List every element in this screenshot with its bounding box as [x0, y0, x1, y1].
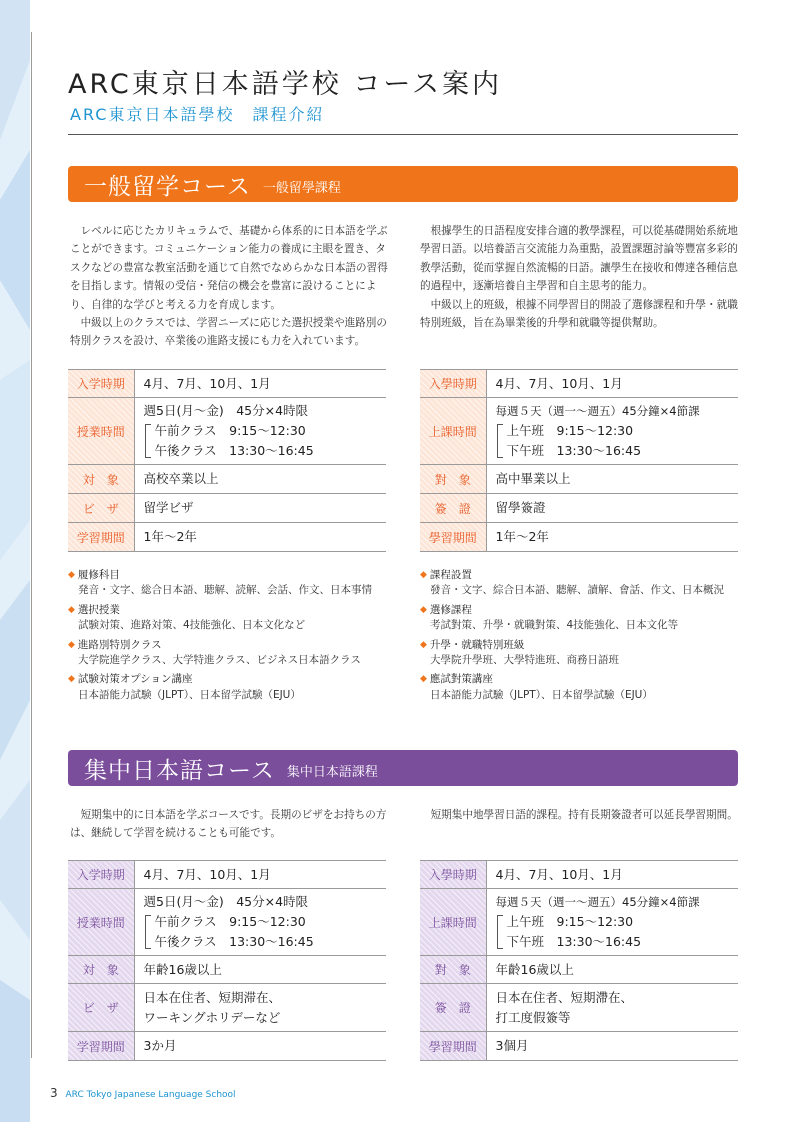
- list-item-content: 日本語能力試驗（JLPT）、日本留學試驗（EJU）: [430, 688, 653, 701]
- row-label: 入学時期: [68, 861, 134, 889]
- row-label: 対 象: [68, 465, 134, 494]
- row-label: 學習期間: [420, 1032, 486, 1061]
- general-jp-description: [70, 222, 388, 351]
- list-item-heading: 選修課程: [429, 603, 472, 616]
- row-label: 簽 證: [420, 984, 486, 1032]
- bracket: [145, 424, 151, 458]
- visa-line: ワーキングホリデーなど: [143, 1009, 281, 1025]
- row-value: 3個月: [486, 1032, 738, 1061]
- afternoon-class: 下午班 13:30～16:45: [506, 443, 642, 458]
- table-row: [420, 984, 738, 1032]
- page-title: ARC東京日本語学校 コース案内: [68, 69, 502, 100]
- row-label: 対 象: [68, 956, 134, 984]
- table-row: [68, 861, 386, 889]
- list-item: [420, 568, 738, 599]
- page-subtitle: ARC東京日本語學校 課程介紹: [70, 105, 325, 124]
- row-value: 年齡16歲以上: [486, 956, 738, 984]
- general-course-title: 一般留学コース: [84, 173, 251, 200]
- table-row: [420, 889, 738, 956]
- diamond-icon: ◆: [68, 604, 75, 615]
- row-value: 4月、7月、10月、1月: [134, 370, 386, 398]
- paragraph: 中級以上的班級，根據不同學習目的開設了選修課程和升學・就職特別班級，旨在為畢業後的升學和就職等提供幫助。: [420, 298, 738, 330]
- general-zh-info-table: [420, 369, 738, 552]
- table-row: [420, 861, 738, 889]
- row-label: ビ ザ: [68, 984, 134, 1032]
- page-number: 3: [50, 1086, 58, 1100]
- list-item-content: 大学院進学クラス、大学特進クラス、ビジネス日本語クラス: [78, 654, 361, 667]
- general-jp-info-table: [68, 369, 386, 552]
- table-row: [420, 523, 738, 552]
- row-label: 對 象: [420, 465, 486, 494]
- visa-line: 日本在住者、短期滞在、: [143, 989, 282, 1005]
- row-value: 留学ビザ: [134, 494, 386, 523]
- row-value: [486, 984, 738, 1032]
- visa-line: 日本在住者、短期滯在、: [495, 989, 634, 1005]
- table-row: [68, 1032, 386, 1061]
- row-value: 留學簽證: [486, 494, 738, 523]
- row-value: 4月、7月、10月、1月: [134, 861, 386, 889]
- intensive-zh-info-table: [420, 860, 738, 1061]
- schedule-classes: [144, 912, 387, 952]
- table-row: [420, 398, 738, 465]
- table-row: [68, 984, 386, 1032]
- list-item-heading: 試験対策オプション講座: [77, 673, 193, 686]
- list-item-heading: 履修科目: [77, 569, 120, 581]
- table-row: [68, 956, 386, 984]
- general-zh-description: [420, 222, 738, 332]
- bracket: [497, 424, 503, 458]
- schedule-classes: [496, 912, 739, 952]
- school-name: ARC Tokyo Japanese Language School: [65, 1090, 236, 1100]
- row-label: 学習期間: [68, 1032, 134, 1061]
- title-divider: [68, 134, 738, 135]
- morning-class: 午前クラス 9:15～12:30: [154, 423, 306, 438]
- diamond-icon: ◆: [420, 570, 427, 580]
- morning-class: 午前クラス 9:15～12:30: [154, 914, 306, 929]
- table-row: [68, 523, 386, 552]
- list-item-heading: 應試對策講座: [429, 673, 493, 686]
- table-row: [68, 370, 386, 398]
- list-item-heading: 進路別特別クラス: [77, 638, 162, 651]
- list-item: [420, 672, 738, 703]
- row-value: 高中畢業以上: [486, 465, 738, 494]
- row-value: [134, 984, 386, 1032]
- diamond-icon: ◆: [420, 674, 427, 685]
- general-course-subtitle: 一般留學課程: [262, 181, 341, 196]
- table-row: [68, 889, 386, 956]
- row-label: 學習期間: [420, 523, 486, 552]
- row-label: 入學時期: [420, 370, 486, 398]
- row-value: 3か月: [134, 1032, 386, 1061]
- table-row: [68, 494, 386, 523]
- list-item-content: 日本語能力試験（JLPT）、日本留学試験（EJU）: [78, 688, 301, 701]
- afternoon-class: 午後クラス 13:30～16:45: [154, 443, 314, 458]
- row-value: [486, 398, 738, 465]
- bracket: [145, 915, 151, 949]
- list-item-content: 大學院升學班、大學特進班、商務日語班: [430, 654, 619, 667]
- list-item: [68, 568, 388, 599]
- table-row: [68, 465, 386, 494]
- general-zh-course-list: [420, 568, 738, 707]
- list-item-heading: 升學・就職特別班級: [429, 638, 525, 651]
- row-label: 入學時期: [420, 861, 486, 889]
- paragraph: 短期集中的に日本語を学ぶコースです。長期のビザをお持ちの方は、継続して学習を続けることも可能です。: [70, 809, 387, 840]
- row-value: [486, 889, 738, 956]
- intensive-jp-info-table: [68, 860, 386, 1061]
- row-value: 4月、7月、10月、1月: [486, 861, 738, 889]
- intensive-course-subtitle: 集中日本語課程: [286, 765, 378, 780]
- list-item-content: 試験対策、進路対策、4技能強化、日本文化など: [78, 619, 306, 632]
- morning-class: 上午班 9:15～12:30: [506, 914, 634, 929]
- afternoon-class: 下午班 13:30～16:45: [506, 934, 642, 949]
- list-item-content: 發音・文字、綜合日本語、聽解、讀解、會話、作文、日本概況: [430, 584, 724, 597]
- table-row: [68, 398, 386, 465]
- paragraph: 短期集中地學習日語的課程。持有長期簽證者可以延長學習期間。: [430, 809, 738, 821]
- row-value: [134, 398, 386, 465]
- row-label: 入学時期: [68, 370, 134, 398]
- diamond-icon: ◆: [420, 639, 427, 650]
- row-label: 對 象: [420, 956, 486, 984]
- table-row: [420, 465, 738, 494]
- diamond-icon: ◆: [68, 639, 75, 650]
- schedule-classes: [496, 421, 739, 461]
- intensive-course-title: 集中日本語コース: [84, 757, 275, 784]
- diamond-icon: ◆: [68, 674, 75, 685]
- afternoon-class: 午後クラス 13:30～16:45: [154, 934, 314, 949]
- visa-line: 打工度假簽等: [495, 1009, 571, 1025]
- list-item: [420, 603, 738, 634]
- list-item-content: 発音・文字、総合日本語、聴解、読解、会話、作文、日本事情: [78, 584, 372, 597]
- row-value: 1年～2年: [486, 523, 738, 552]
- intensive-course-banner: [68, 750, 738, 786]
- schedule-main: 週5日(月～金) 45分×4時限: [143, 403, 309, 418]
- row-label: 上課時間: [420, 889, 486, 956]
- bracket: [497, 915, 503, 949]
- table-row: [420, 494, 738, 523]
- paragraph: レベルに応じたカリキュラムで、基礎から体系的に日本語を学ぶことができます。コミュニケーション能力の養成に主眼を置き、タスクなどの豊富な教室活動を通じて自然でなめらかな日本語の習得を目指します。情報の受信・発信の機会を豊富に設けることにより、自律的な学びと考える力を育成します。: [70, 225, 388, 311]
- diamond-icon: ◆: [420, 604, 427, 615]
- paragraph: 根據學生的日語程度安排合適的教學課程，可以從基礎開始系統地學習日語。以培養語言交流能力為重點，設置課題討論等豐富多彩的教學活動，從而掌握自然流暢的日語。讓學生在接收和傳達各種信息的過程中，逐漸培養自主學習和自主思考的能力。: [420, 225, 738, 293]
- row-label: ビ ザ: [68, 494, 134, 523]
- schedule-classes: [144, 421, 387, 461]
- list-item: [68, 638, 388, 669]
- table-row: [420, 1032, 738, 1061]
- table-row: [420, 956, 738, 984]
- row-label: 授業時間: [68, 889, 134, 956]
- margin-rule: [31, 32, 32, 1058]
- general-course-banner: [68, 166, 738, 202]
- list-item-heading: 選択授業: [77, 603, 120, 616]
- page-footer: [50, 1086, 236, 1100]
- paragraph: 中級以上のクラスでは、学習ニーズに応じた選択授業や進路別の特別クラスを設け、卒業後の進路支援にも力を入れています。: [70, 317, 387, 348]
- intensive-jp-description: [70, 806, 388, 843]
- decorative-strip: [0, 0, 30, 1122]
- row-label: 学習期間: [68, 523, 134, 552]
- row-label: 授業時間: [68, 398, 134, 465]
- row-value: [134, 889, 386, 956]
- list-item-heading: 課程設置: [429, 569, 472, 581]
- list-item: [68, 672, 388, 703]
- morning-class: 上午班 9:15～12:30: [506, 423, 634, 438]
- row-value: 4月、7月、10月、1月: [486, 370, 738, 398]
- schedule-main: 每週５天（週一～週五）45分鐘×4節課: [495, 404, 700, 418]
- row-label: 簽 證: [420, 494, 486, 523]
- intensive-zh-description: [420, 806, 738, 824]
- list-item: [420, 638, 738, 669]
- schedule-main: 週5日(月～金) 45分×4時限: [143, 894, 309, 909]
- row-value: 高校卒業以上: [134, 465, 386, 494]
- row-value: 1年～2年: [134, 523, 386, 552]
- row-label: 上課時間: [420, 398, 486, 465]
- table-row: [420, 370, 738, 398]
- row-value: 年齢16歳以上: [134, 956, 386, 984]
- general-jp-course-list: [68, 568, 388, 707]
- list-item: [68, 603, 388, 634]
- schedule-main: 每週５天（週一～週五）45分鐘×4節課: [495, 895, 700, 909]
- diamond-icon: ◆: [68, 570, 75, 580]
- list-item-content: 考試對策、升學・就職對策、4技能強化、日本文化等: [430, 619, 679, 632]
